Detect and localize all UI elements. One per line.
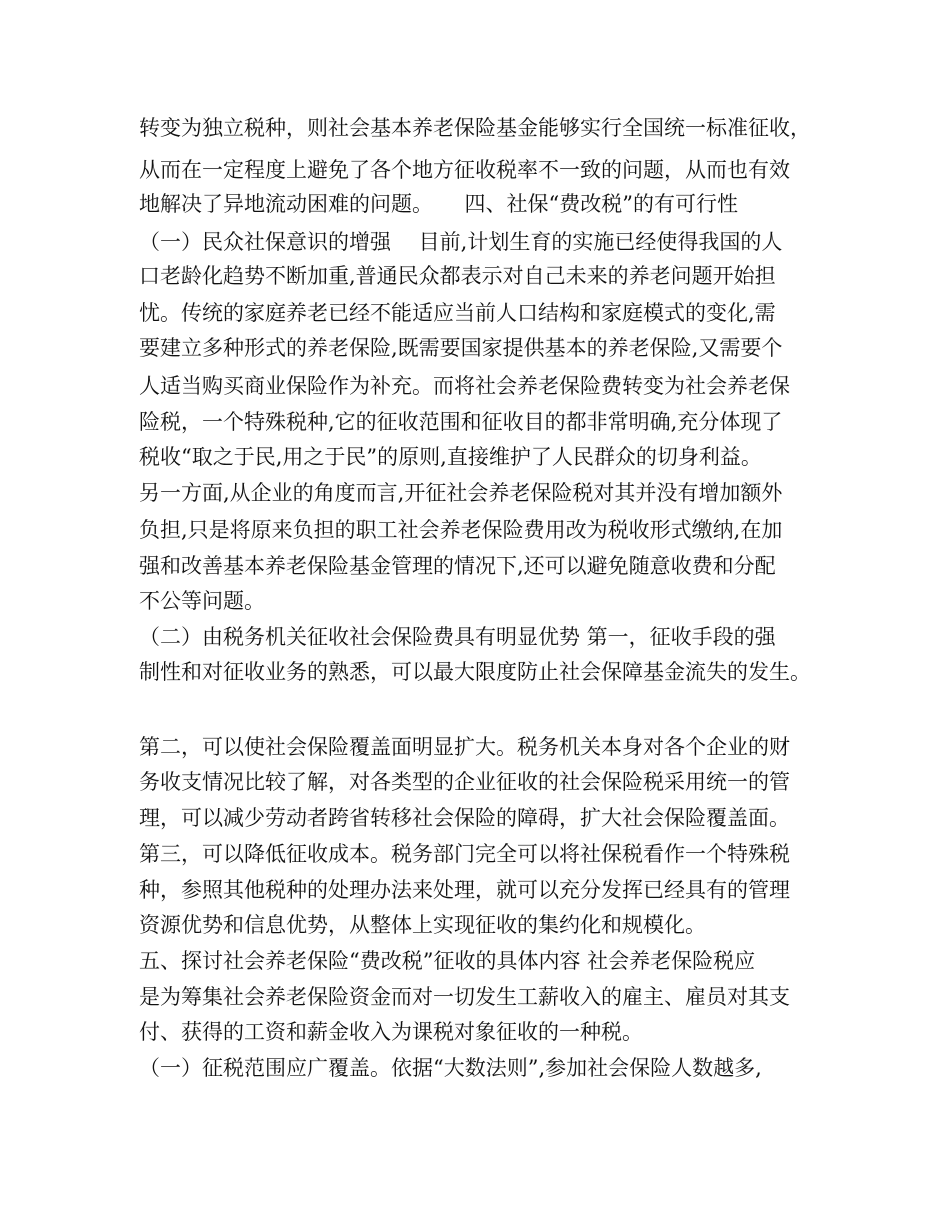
text-line: 务收支情况比较了解，对各类型的企业征收的社会保险税采用统一的管	[139, 770, 790, 794]
text-line: 是为筹集社会养老保险资金而对一切发生工薪收入的雇主、雇员对其支	[139, 985, 790, 1009]
text-line: （一）征税范围应广覆盖。依据“大数法则”,参加社会保险人数越多,	[139, 1056, 762, 1080]
text-line: 付、获得的工资和薪金收入为课税对象征收的一种税。	[139, 1020, 643, 1044]
text-line: 第三，可以降低征收成本。税务部门完全可以将社保税看作一个特殊税	[139, 842, 790, 866]
text-line: 资源优势和信息优势，从整体上实现征收的集约化和规模化。	[139, 913, 706, 937]
text-line: 五、探讨社会养老保险“费改税”征收的具体内容 社会养老保险税应	[139, 949, 756, 973]
text-line: 转变为独立税种，则社会基本养老保险基金能够实行全国统一标准征收，	[139, 116, 811, 140]
text-line: （二）由税务机关征收社会保险费具有明显优势 第一，征收手段的强	[139, 625, 776, 649]
text-line: 忧。传统的家庭养老已经不能适应当前人口结构和家庭模式的变化,需	[139, 301, 776, 325]
text-line: 税收“取之于民,用之于民”的原则,直接维护了人民群众的切身利益。	[139, 445, 762, 469]
text-line: 地解决了异地流动困难的问题。 四、社保“费改税”的有可行性	[139, 192, 738, 216]
text-line: 口老龄化趋势不断加重,普通民众都表示对自己未来的养老问题开始担	[139, 264, 776, 288]
text-line: 种，参照其他税种的处理办法来处理，就可以充分发挥已经具有的管理	[139, 878, 790, 902]
text-line: 不公等问题。	[139, 589, 265, 613]
text-line: 险税，一个特殊税种,它的征收范围和征收目的都非常明确,充分体现了	[139, 410, 783, 434]
text-line: 要建立多种形式的养老保险,既需要国家提供基本的养老保险,又需要个	[139, 336, 783, 360]
text-line: 第二，可以使社会保险覆盖面明显扩大。税务机关本身对各个企业的财	[139, 735, 790, 759]
text-line: 从而在一定程度上避免了各个地方征收税率不一致的问题，从而也有效	[139, 158, 790, 182]
text-line: 负担,只是将原来负担的职工社会养老保险费用改为税收形式缴纳,在加	[139, 518, 783, 542]
text-line: 另一方面,从企业的角度而言,开征社会养老保险税对其并没有增加额外	[139, 481, 783, 505]
text-line: 人适当购买商业保险作为补充。而将社会养老保险费转变为社会养老保	[139, 374, 790, 398]
text-line: 制性和对征收业务的熟悉，可以最大限度防止社会保障基金流失的发生。	[139, 660, 811, 684]
text-line: （一）民众社保意识的增强 目前,计划生育的实施已经使得我国的人	[139, 230, 783, 254]
text-line: 强和改善基本养老保险基金管理的情况下,还可以避免随意收费和分配	[139, 554, 776, 578]
text-line: 理，可以减少劳动者跨省转移社会保险的障碍，扩大社会保险覆盖面。	[139, 806, 790, 830]
